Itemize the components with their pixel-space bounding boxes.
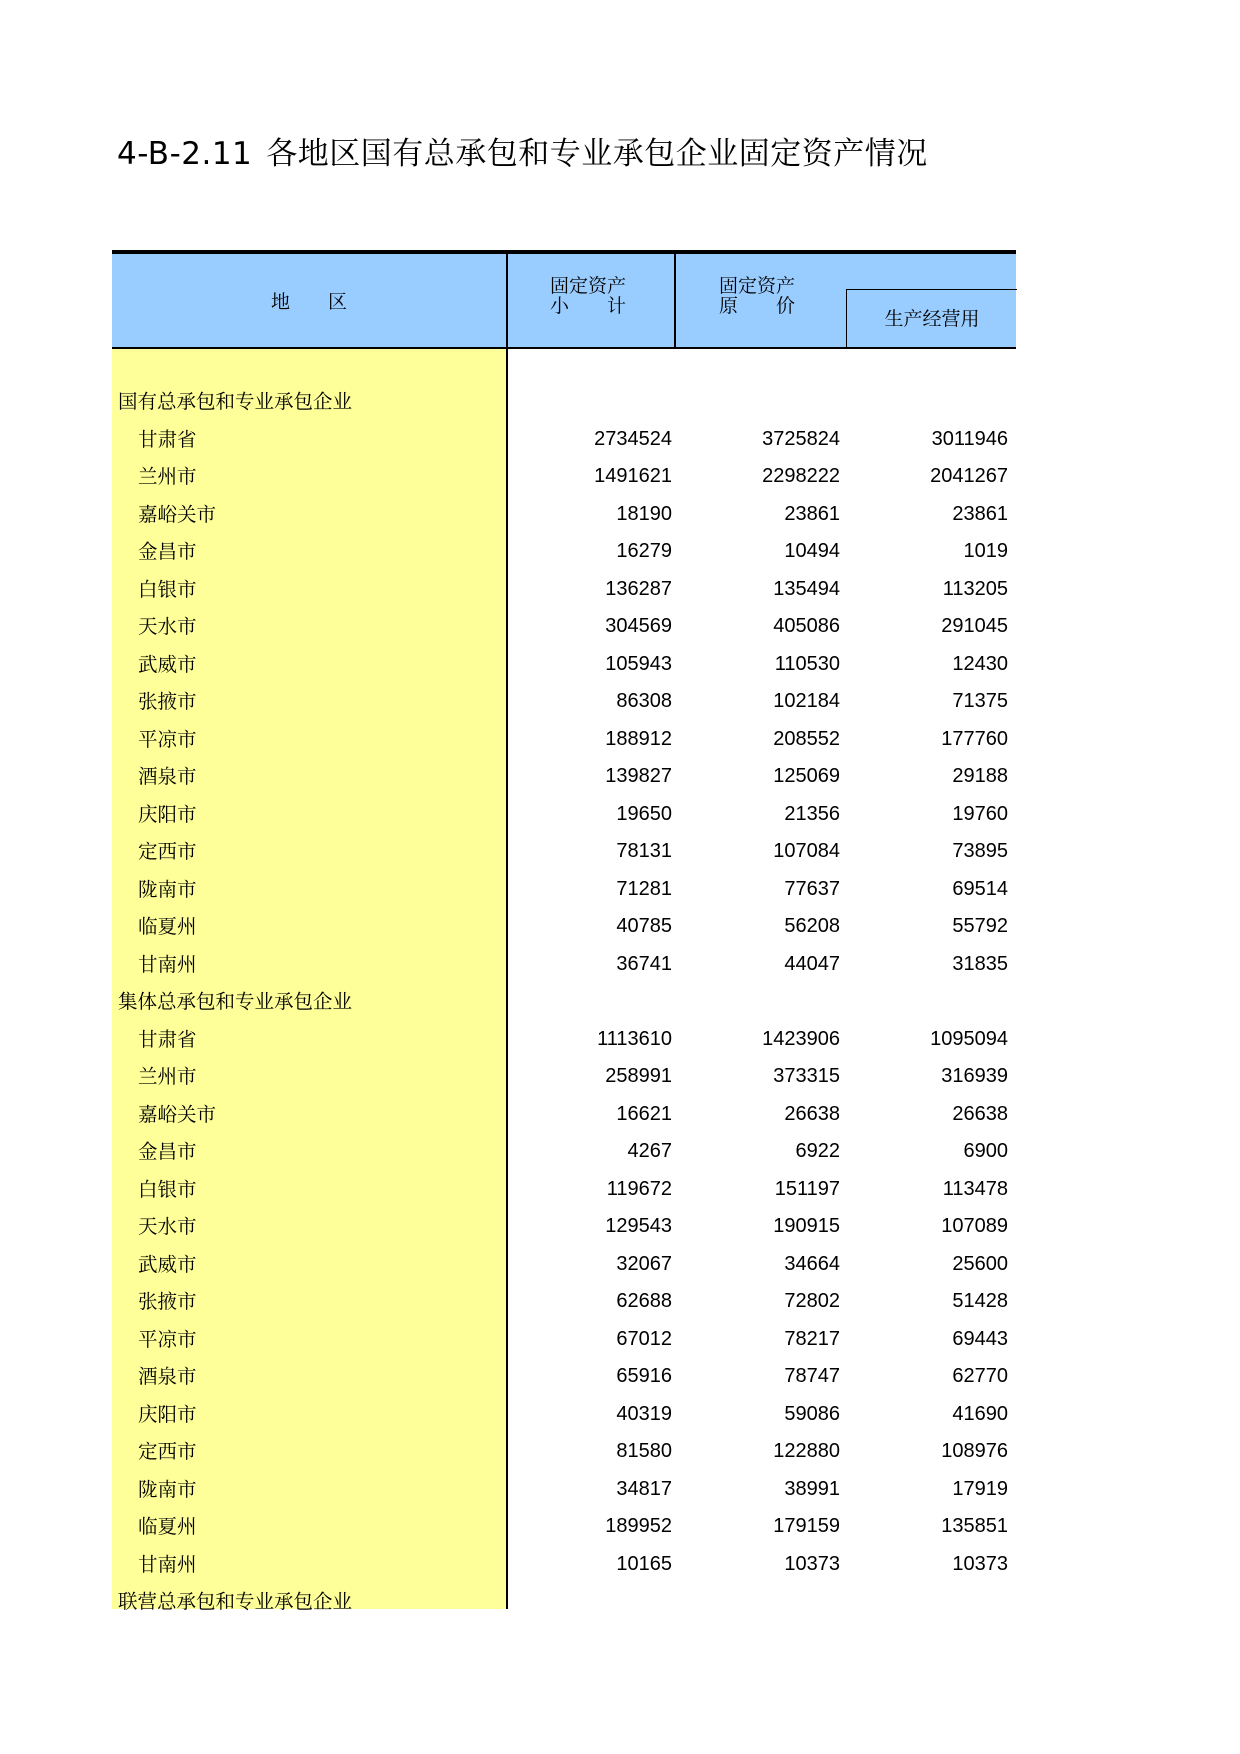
region-name: 嘉峪关市 — [138, 1102, 217, 1126]
header-divider — [506, 254, 508, 347]
region-name: 甘肃省 — [138, 1027, 197, 1051]
section-header-row — [112, 383, 1016, 421]
value-production-use: 23861 — [952, 502, 1008, 525]
table-row — [112, 421, 1016, 459]
value-production-use: 29188 — [952, 765, 1008, 787]
value-fixed-assets-original: 110530 — [774, 652, 840, 675]
region-name: 甘南州 — [138, 952, 197, 976]
value-fixed-assets-subtotal: 119672 — [606, 1177, 672, 1200]
value-fixed-assets-original: 44047 — [784, 952, 840, 975]
value-fixed-assets-original: 21356 — [784, 802, 840, 825]
region-name: 陇南市 — [138, 1477, 197, 1501]
header-divider — [674, 254, 676, 347]
table-code: 4-B-2.11 — [117, 136, 253, 172]
value-fixed-assets-subtotal: 139827 — [605, 765, 672, 787]
value-fixed-assets-original: 77637 — [784, 877, 840, 900]
value-fixed-assets-original: 102184 — [773, 690, 840, 712]
value-fixed-assets-original: 190915 — [773, 1215, 840, 1237]
table-rows — [112, 349, 1016, 1621]
value-production-use: 3011946 — [931, 427, 1008, 450]
value-fixed-assets-original: 59086 — [784, 1402, 840, 1425]
value-fixed-assets-original: 56208 — [784, 915, 840, 937]
value-production-use: 12430 — [952, 652, 1008, 675]
value-production-use: 108976 — [941, 1440, 1008, 1462]
value-production-use: 41690 — [952, 1402, 1008, 1425]
table-row — [112, 683, 1016, 721]
region-name: 金昌市 — [138, 540, 197, 563]
value-production-use: 2041267 — [930, 465, 1008, 487]
table-row — [112, 1283, 1016, 1321]
table-row — [112, 608, 1016, 646]
value-fixed-assets-subtotal: 40319 — [616, 1402, 672, 1425]
value-fixed-assets-original: 78217 — [784, 1327, 840, 1350]
header-col1-line2: 小 计 — [550, 295, 627, 317]
table-body — [112, 349, 1016, 1621]
header-fixed-assets-original — [719, 276, 795, 316]
table-row — [112, 796, 1016, 834]
value-fixed-assets-subtotal: 10165 — [616, 1552, 672, 1575]
region-name: 甘南州 — [138, 1552, 197, 1576]
value-fixed-assets-original: 125069 — [773, 765, 840, 787]
region-name: 平凉市 — [138, 1327, 197, 1351]
region-name: 甘肃省 — [138, 427, 197, 451]
value-fixed-assets-subtotal: 86308 — [616, 690, 672, 712]
table-row — [112, 946, 1016, 984]
region-name: 白银市 — [138, 577, 197, 601]
header-fixed-assets-subtotal — [550, 276, 626, 316]
value-fixed-assets-subtotal: 18190 — [616, 502, 672, 525]
table-row — [112, 1508, 1016, 1546]
table-row — [112, 908, 1016, 946]
value-production-use: 316939 — [941, 1065, 1008, 1087]
value-production-use: 69514 — [952, 877, 1008, 900]
table-row — [112, 1058, 1016, 1096]
header-col2-line1: 固定资产 — [719, 275, 796, 297]
value-fixed-assets-original: 10494 — [784, 540, 840, 562]
region-name: 武威市 — [138, 1252, 197, 1276]
value-production-use: 73895 — [952, 840, 1008, 862]
value-production-use: 51428 — [952, 1290, 1008, 1312]
value-fixed-assets-subtotal: 19650 — [616, 802, 672, 825]
value-fixed-assets-subtotal: 2734524 — [594, 427, 672, 450]
value-fixed-assets-original: 135494 — [773, 577, 840, 600]
value-fixed-assets-original: 122880 — [773, 1440, 840, 1462]
region-name: 酒泉市 — [138, 765, 197, 788]
value-fixed-assets-original: 26638 — [784, 1102, 840, 1125]
value-fixed-assets-subtotal: 81580 — [616, 1440, 672, 1462]
value-fixed-assets-subtotal: 1113610 — [597, 1027, 672, 1050]
region-name: 张掖市 — [138, 690, 197, 713]
value-fixed-assets-original: 405086 — [773, 615, 840, 637]
section-header-row — [112, 1583, 1016, 1621]
section-label: 联营总承包和专业承包企业 — [118, 1590, 353, 1613]
value-fixed-assets-subtotal: 32067 — [616, 1252, 672, 1275]
table-row — [112, 1546, 1016, 1584]
value-fixed-assets-original: 23861 — [784, 502, 840, 525]
table-row — [112, 1396, 1016, 1434]
value-production-use: 25600 — [952, 1252, 1008, 1275]
value-fixed-assets-original: 72802 — [784, 1290, 840, 1312]
value-fixed-assets-subtotal: 36741 — [616, 952, 672, 975]
value-fixed-assets-original: 179159 — [773, 1515, 840, 1537]
table-row — [112, 1133, 1016, 1171]
value-production-use: 10373 — [952, 1552, 1008, 1575]
region-name: 兰州市 — [138, 1065, 197, 1088]
value-fixed-assets-subtotal: 34817 — [616, 1477, 672, 1500]
value-fixed-assets-subtotal: 78131 — [616, 840, 672, 862]
value-production-use: 17919 — [952, 1477, 1008, 1500]
table-row — [112, 458, 1016, 496]
value-fixed-assets-original: 3725824 — [762, 427, 840, 450]
value-fixed-assets-original: 78747 — [784, 1365, 840, 1387]
value-fixed-assets-subtotal: 16621 — [616, 1102, 672, 1125]
value-production-use: 1019 — [963, 540, 1008, 562]
data-table — [112, 250, 1016, 1621]
value-fixed-assets-original: 151197 — [774, 1177, 840, 1200]
table-row — [112, 1208, 1016, 1246]
value-fixed-assets-subtotal: 105943 — [605, 652, 672, 675]
value-fixed-assets-subtotal: 65916 — [616, 1365, 672, 1387]
region-name: 天水市 — [138, 615, 197, 638]
value-production-use: 31835 — [952, 952, 1008, 975]
header-col1-line1: 固定资产 — [550, 275, 627, 297]
value-fixed-assets-original: 373315 — [773, 1065, 840, 1087]
value-fixed-assets-subtotal: 258991 — [605, 1065, 672, 1087]
region-name: 白银市 — [138, 1177, 197, 1201]
value-production-use: 135851 — [941, 1515, 1008, 1537]
value-production-use: 26638 — [952, 1102, 1008, 1125]
value-fixed-assets-subtotal: 4267 — [627, 1140, 672, 1162]
value-production-use: 69443 — [952, 1327, 1008, 1350]
value-fixed-assets-subtotal: 1491621 — [594, 465, 672, 487]
region-name: 嘉峪关市 — [138, 502, 217, 526]
table-row — [112, 758, 1016, 796]
value-production-use: 62770 — [952, 1365, 1008, 1387]
table-row — [112, 1171, 1016, 1209]
region-name: 陇南市 — [138, 877, 197, 901]
table-row — [112, 871, 1016, 909]
value-fixed-assets-subtotal: 188912 — [605, 727, 672, 750]
value-production-use: 107089 — [941, 1215, 1008, 1237]
value-production-use: 55792 — [952, 915, 1008, 937]
region-name: 天水市 — [138, 1215, 197, 1238]
region-name: 临夏州 — [138, 1515, 197, 1538]
header-col2-line2: 原 价 — [719, 295, 796, 317]
table-row — [112, 1358, 1016, 1396]
value-fixed-assets-original: 1423906 — [762, 1027, 840, 1050]
value-production-use: 113478 — [942, 1177, 1008, 1200]
value-fixed-assets-subtotal: 71281 — [616, 877, 672, 900]
value-fixed-assets-subtotal: 67012 — [616, 1327, 672, 1350]
value-production-use: 19760 — [952, 802, 1008, 825]
table-title: 各地区国有总承包和专业承包企业固定资产情况 — [266, 136, 928, 172]
region-name: 定西市 — [138, 1440, 197, 1463]
table-header — [112, 250, 1016, 349]
header-production-use: 生产经营用 — [884, 308, 980, 330]
table-row — [112, 1246, 1016, 1284]
region-name: 酒泉市 — [138, 1365, 197, 1388]
section-label: 国有总承包和专业承包企业 — [118, 390, 353, 413]
region-name: 张掖市 — [138, 1290, 197, 1313]
value-fixed-assets-original: 208552 — [773, 727, 840, 750]
table-row — [112, 1433, 1016, 1471]
table-row — [112, 1321, 1016, 1359]
value-fixed-assets-subtotal: 189952 — [605, 1515, 672, 1537]
page-title — [117, 128, 928, 173]
value-production-use: 113205 — [942, 577, 1008, 600]
region-name: 武威市 — [138, 652, 197, 676]
region-name: 金昌市 — [138, 1140, 197, 1163]
value-fixed-assets-original: 107084 — [773, 840, 840, 862]
table-row — [112, 1021, 1016, 1059]
value-production-use: 1095094 — [930, 1027, 1008, 1050]
region-name: 定西市 — [138, 840, 197, 863]
table-row — [112, 646, 1016, 684]
value-production-use: 6900 — [963, 1140, 1008, 1162]
value-fixed-assets-original: 38991 — [784, 1477, 840, 1500]
value-fixed-assets-subtotal: 40785 — [616, 915, 672, 937]
value-fixed-assets-original: 6922 — [795, 1140, 840, 1162]
region-name: 平凉市 — [138, 727, 197, 751]
table-row — [112, 1471, 1016, 1509]
section-header-row — [112, 983, 1016, 1021]
table-row — [112, 1096, 1016, 1134]
value-fixed-assets-original: 34664 — [784, 1252, 840, 1275]
value-production-use: 71375 — [952, 690, 1008, 712]
value-fixed-assets-subtotal: 304569 — [605, 615, 672, 637]
table-row — [112, 833, 1016, 871]
table-row — [112, 721, 1016, 759]
value-fixed-assets-subtotal: 129543 — [605, 1215, 672, 1237]
table-row — [112, 533, 1016, 571]
value-production-use: 177760 — [941, 727, 1008, 750]
section-label: 集体总承包和专业承包企业 — [118, 990, 353, 1013]
region-name: 兰州市 — [138, 465, 197, 488]
value-fixed-assets-original: 2298222 — [762, 465, 840, 487]
value-fixed-assets-subtotal: 136287 — [605, 577, 672, 600]
value-fixed-assets-original: 10373 — [784, 1552, 840, 1575]
value-fixed-assets-subtotal: 16279 — [616, 540, 672, 562]
value-production-use: 291045 — [941, 615, 1008, 637]
table-row — [112, 496, 1016, 534]
header-subgroup — [846, 289, 1017, 348]
header-region: 地 区 — [270, 291, 347, 313]
region-name: 庆阳市 — [138, 802, 197, 826]
value-fixed-assets-subtotal: 62688 — [616, 1290, 672, 1312]
region-name: 临夏州 — [138, 915, 197, 938]
region-name: 庆阳市 — [138, 1402, 197, 1426]
table-row — [112, 571, 1016, 609]
